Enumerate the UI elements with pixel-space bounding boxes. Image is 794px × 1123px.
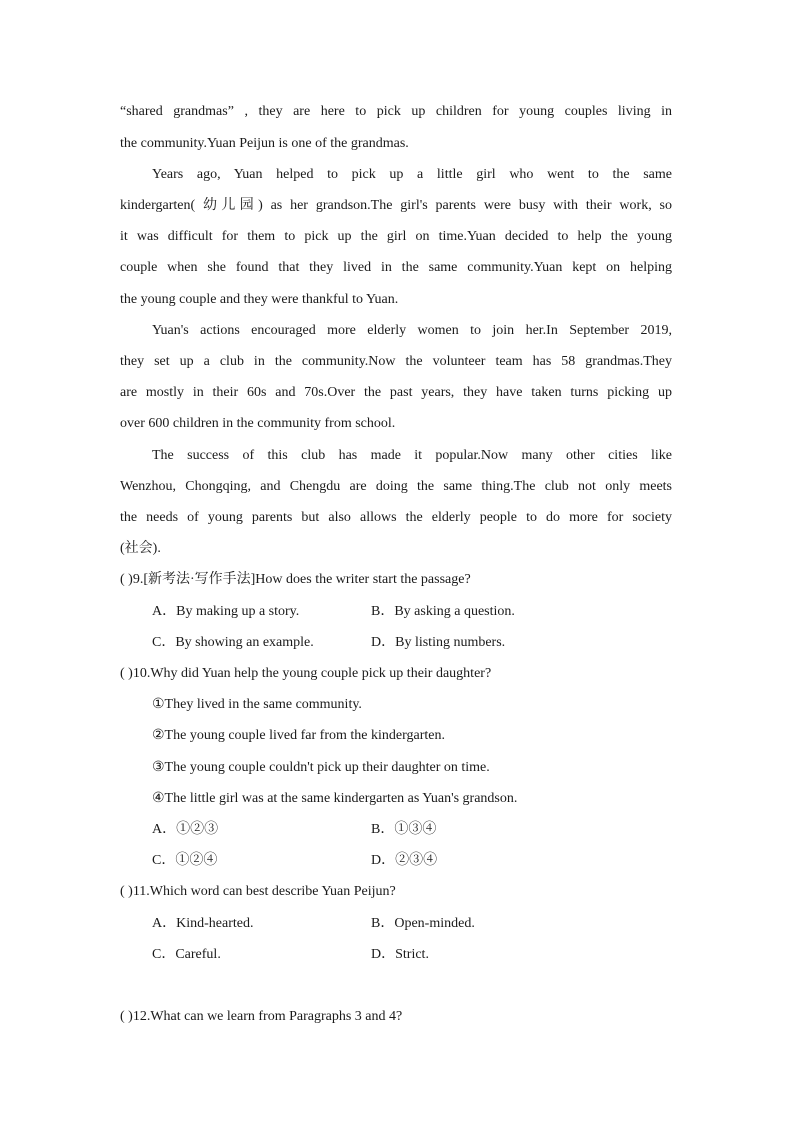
option-d: D．②③④ <box>371 853 438 868</box>
option-c: C．Careful. <box>152 947 221 962</box>
option-c: C．By showing an example. <box>152 635 314 650</box>
passage-line: it was difficult for them to pick up the girl on time.Yuan decided to help the young <box>120 229 672 244</box>
passage-line: Yuan's actions encouraged more elderly women to join her.In September 2019, <box>152 323 672 338</box>
passage-line: the needs of young parents but also allows the elderly people to do more for society <box>120 510 672 525</box>
statement-4: ④The little girl was at the same kindergarten as Yuan's grandson. <box>152 791 518 806</box>
passage-line: (社会). <box>120 541 161 556</box>
option-d: D．By listing numbers. <box>371 635 506 650</box>
option-b: B．By asking a question. <box>371 604 515 619</box>
passage-line: “shared grandmas” , they are here to pick up children for young couples living in <box>120 104 672 119</box>
passage-line: the community.Yuan Peijun is one of the grandmas. <box>120 136 409 151</box>
statement-3: ③The young couple couldn't pick up their daughter on time. <box>152 760 490 775</box>
question-stem: ( )12.What can we learn from Paragraphs 3 and 4? <box>120 1009 403 1024</box>
option-a: A．①②③ <box>152 822 219 837</box>
option-a: A．Kind-hearted. <box>152 916 254 931</box>
option-c: C．①②④ <box>152 853 218 868</box>
passage-line: the young couple and they were thankful to Yuan. <box>120 292 399 307</box>
question-stem: ( )9.[新考法·写作手法]How does the writer start the passage? <box>120 572 471 587</box>
option-d: D．Strict. <box>371 947 429 962</box>
passage-line: Years ago, Yuan helped to pick up a little girl who went to the same <box>152 167 672 182</box>
passage-line: they set up a club in the community.Now the volunteer team has 58 grandmas.They <box>120 354 672 369</box>
statement-2: ②The young couple lived far from the kindergarten. <box>152 728 445 743</box>
statement-1: ①They lived in the same community. <box>152 697 362 712</box>
passage-line: couple when she found that they lived in the same community.Yuan kept on helping <box>120 260 672 275</box>
option-b: B．Open-minded. <box>371 916 475 931</box>
passage-line: The success of this club has made it popular.Now many other cities like <box>152 448 672 463</box>
passage-line: kindergarten( 幼儿园) as her grandson.The girl's parents were busy with their work, so <box>120 198 672 213</box>
option-a: A．By making up a story. <box>152 604 300 619</box>
question-stem: ( )10.Why did Yuan help the young couple pick up their daughter? <box>120 666 492 681</box>
option-b: B．①③④ <box>371 822 437 837</box>
passage-line: Wenzhou, Chongqing, and Chengdu are doing the same thing.The club not only meets <box>120 479 672 494</box>
question-stem: ( )11.Which word can best describe Yuan Peijun? <box>120 884 396 899</box>
passage-line: over 600 children in the community from school. <box>120 416 396 431</box>
passage-line: are mostly in their 60s and 70s.Over the past years, they have taken turns picking up <box>120 385 672 400</box>
